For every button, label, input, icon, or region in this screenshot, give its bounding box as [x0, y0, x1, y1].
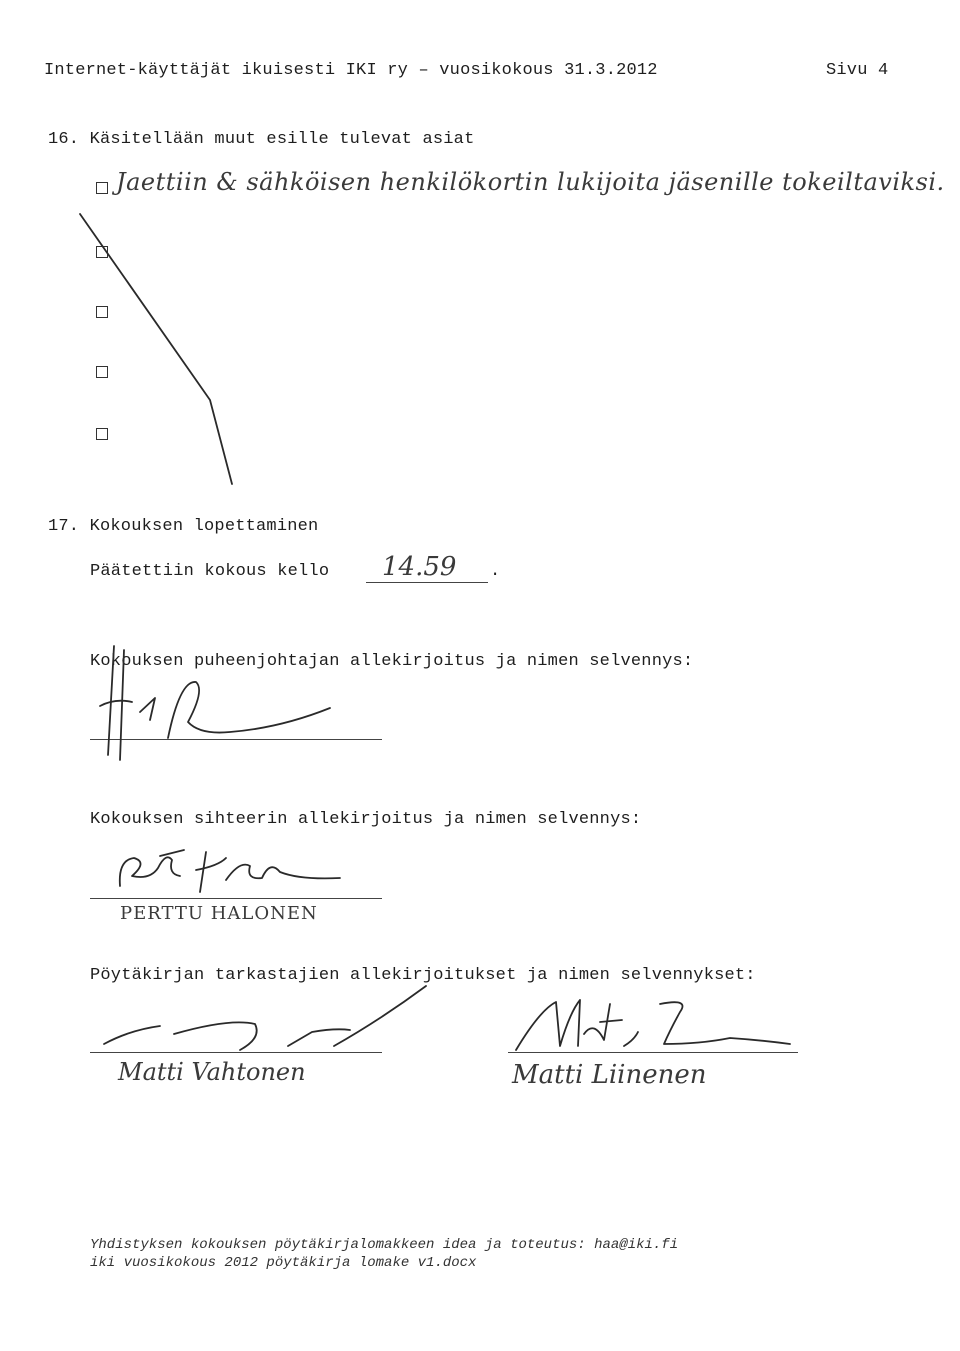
closing-statement: Päätettiin kokous kello	[90, 562, 330, 581]
page-number: Sivu 4	[826, 61, 889, 80]
secretary-printed-name: PERTTU HALONEN	[120, 903, 318, 924]
auditors-signature-label: Pöytäkirjan tarkastajien allekirjoitukset ja nimen selvennykset:	[90, 966, 756, 985]
auditor-1-printed-name: Matti Vahtonen	[118, 1058, 306, 1086]
secretary-signature-label: Kokouksen sihteerin allekirjoitus ja nimen selvennys:	[90, 810, 642, 829]
handwritten-agenda-note: Jaettiin & sähköisen henkilökortin lukijoita jäsenille tokeiltaviksi.	[116, 168, 945, 196]
footer-line-2: iki vuosikokous 2012 pöytäkirja lomake v1.docx	[90, 1255, 477, 1271]
document-header-title: Internet-käyttäjät ikuisesti IKI ry – vuosikokous 31.3.2012	[44, 61, 658, 80]
section-17-heading: 17. Kokouksen lopettaminen	[48, 517, 319, 536]
section-16-heading: 16. Käsitellään muut esille tulevat asiat	[48, 130, 475, 149]
closing-period: .	[490, 562, 501, 581]
footer-line-1: Yhdistyksen kokouksen pöytäkirjalomakkeen idea ja toteutus: haa@iki.fi	[90, 1237, 679, 1253]
chair-signature-label: Kokouksen puheenjohtajan allekirjoitus ja nimen selvennys:	[90, 652, 694, 671]
auditor-2-printed-name: Matti Liinenen	[512, 1060, 707, 1090]
closing-time: 14.59	[382, 552, 457, 582]
